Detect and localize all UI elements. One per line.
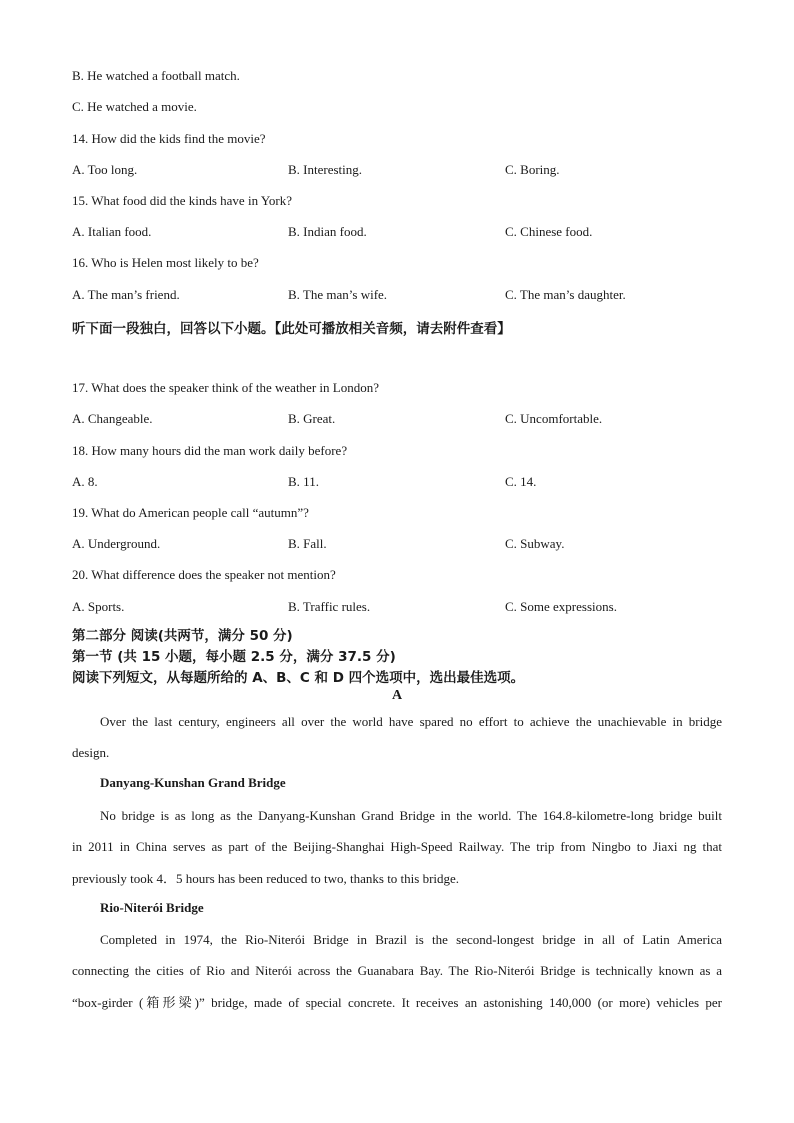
question-stem: 16. Who is Helen most likely to be? (72, 255, 259, 270)
paragraph-line: Completed in 1974, the Rio-Niterói Bridge in Brazil is the second-longest bridge in all of Latin America (100, 932, 722, 947)
option-b: B. Indian food. (288, 224, 367, 239)
paragraph-line: in 2011 in China serves as part of the Beijing-Shanghai High-Speed Railway. The trip from Ningbo to Jiaxi ng that (72, 839, 722, 855)
option-a: A. Too long. (72, 162, 138, 177)
bridge-paragraph (72, 924, 722, 1018)
option-b: B. The man’s wife. (288, 287, 388, 302)
option-a: A. Sports. (72, 599, 125, 614)
question-stem: 17. What does the speaker think of the weather in London? (72, 380, 379, 395)
bridge-heading: Danyang-Kunshan Grand Bridge (100, 775, 286, 790)
paragraph-line: Over the last century, engineers all over the world have spared no effort to achieve the unachievable in bridge (100, 714, 722, 729)
option-c: C. Boring. (505, 162, 560, 177)
question-stem: 18. How many hours did the man work daily before? (72, 443, 348, 458)
paragraph-line: No bridge is as long as the Danyang-Kunshan Grand Bridge in the world. The 164.8-kilometre-long bridge built (100, 808, 722, 823)
question-stem: 14. How did the kids find the movie? (72, 131, 266, 146)
option-a: A. Changeable. (72, 411, 153, 426)
option-c: C. Uncomfortable. (505, 411, 603, 426)
option-c: C. 14. (505, 474, 537, 489)
reading-instruction: 阅读下列短文，从每题所给的 A、B、C 和 D 四个选项中，选出最佳选项。 (72, 670, 525, 686)
question-stem: 15. What food did the kinds have in York? (72, 193, 293, 208)
option-b: B. Traffic rules. (288, 599, 371, 614)
bridge-paragraph (72, 800, 722, 894)
paragraph-line: connecting the cities of Rio and Niterói across the Guanabara Bay. The Rio-Niterói Bridge is technically known as a (72, 963, 722, 979)
option-b: B. Fall. (288, 536, 327, 551)
option-a: A. Underground. (72, 536, 161, 551)
option-a: A. Italian food. (72, 224, 152, 239)
option-a: A. 8. (72, 474, 98, 489)
option-b: B. Interesting. (288, 162, 363, 177)
passage-label: A (391, 688, 403, 703)
question-stem: 19. What do American people call “autumn”? (72, 505, 309, 520)
section-title: 第一节 (共 15 小题，每小题 2.5 分，满分 37.5 分) (72, 649, 396, 665)
option-c: C. Subway. (505, 536, 565, 551)
monologue-instruction: 听下面一段独白，回答以下小题。【此处可播放相关音频，请去附件查看】 (72, 321, 511, 337)
intro-paragraph (72, 706, 722, 769)
bridge-heading: Rio-Niterói Bridge (100, 900, 204, 915)
option-c: C. Chinese food. (505, 224, 593, 239)
option-b: B. Great. (288, 411, 336, 426)
option-a: A. The man’s friend. (72, 287, 180, 302)
q13-option-c: C. He watched a movie. (72, 99, 197, 114)
paragraph-line: design. (72, 745, 110, 761)
option-b: B. 11. (288, 474, 319, 489)
part-title: 第二部分 阅读(共两节，满分 50 分) (72, 628, 293, 644)
option-c: C. The man’s daughter. (505, 287, 626, 302)
paragraph-line: “box-girder (箱形梁)” bridge, made of special concrete. It receives an astonishing 140,000 (or more) vehicles per (72, 994, 722, 1010)
q13-option-b: B. He watched a football match. (72, 68, 240, 83)
option-c: C. Some expressions. (505, 599, 617, 614)
question-stem: 20. What difference does the speaker not mention? (72, 567, 336, 582)
paragraph-line: previously took 4．5 hours has been reduced to two, thanks to this bridge. (72, 870, 460, 886)
